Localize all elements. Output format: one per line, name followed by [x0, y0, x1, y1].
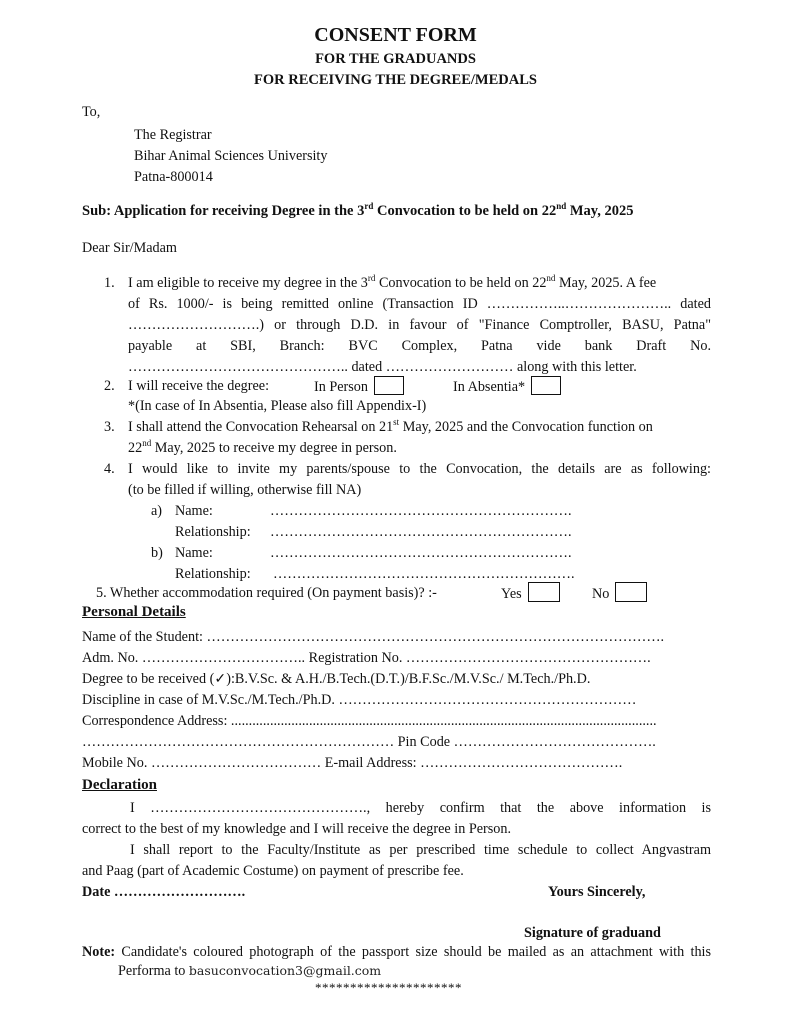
contact-email-link[interactable]: basuconvocation3@gmail.com [188, 963, 382, 978]
declaration-report-text: I shall report to the Faculty/Institute as per prescribed time schedule to collect Angvastram [130, 842, 711, 858]
in-absentia-label: In Absentia* [453, 379, 526, 395]
greeting: Dear Sir/Madam [82, 240, 177, 256]
declaration-line-3 [130, 842, 711, 859]
guest-a-relationship-field[interactable]: ………………………………………………………. [270, 524, 572, 540]
item-3-sup-st: st [393, 417, 400, 427]
form-subtitle-degree: FOR RECEIVING THE DEGREE/MEDALS [254, 72, 537, 88]
stars-divider: ********************* [315, 980, 462, 995]
transaction-date-field[interactable]: ……………………….) or through D.D. in favour of "Finance Comptroller, BASU, Patna" [128, 317, 711, 333]
draft-number-field[interactable]: ……………………………………….. dated ……………………… along with this letter. [128, 359, 637, 375]
note-line-2 [118, 963, 381, 980]
subject-suffix: May, 2025 [566, 203, 634, 219]
accommodation-yes-option[interactable] [501, 582, 560, 603]
discipline-field[interactable]: Discipline in case of M.V.Sc./M.Tech./Ph.D. ……………………………………………………… [82, 692, 637, 708]
item-4-line-1 [128, 461, 711, 478]
guest-a-name-field[interactable]: ………………………………………………………. [270, 503, 572, 519]
subject-middle: Convocation to be held on 22 [373, 203, 557, 219]
personal-details-heading: Personal Details [82, 604, 186, 620]
degree-to-be-received: Degree to be received (✓):B.V.Sc. & A.H./B.Tech.(D.T.)/B.F.Sc./M.V.Sc./ M.Tech./Ph.D. [82, 671, 591, 687]
guest-b-name-field[interactable]: ………………………………………………………. [270, 545, 572, 561]
item-1-sup-nd: nd [546, 273, 556, 283]
item-1-line-2 [128, 296, 711, 313]
item-3-sup-nd: nd [142, 438, 152, 448]
guest-b-relationship-field[interactable]: ………………………………………………………. [273, 566, 575, 582]
student-name-field[interactable]: Name of the Student: ……………………………………………………………………………………. [82, 629, 665, 645]
guest-b-name-label: Name: [175, 545, 213, 561]
accommodation-yes-label: Yes [501, 586, 522, 602]
item-3-text-a: I shall attend the Convocation Rehearsal on 21 [128, 419, 394, 435]
adm-registration-field[interactable]: Adm. No. …………………………….. Registration No. ……………………………………………. [82, 650, 651, 666]
mobile-email-field[interactable]: Mobile No. ……………………………… E-mail Address: ……………………………………. [82, 755, 623, 771]
declaration-line-1 [130, 800, 711, 817]
item-2-number: 2. [104, 378, 115, 394]
in-person-option[interactable] [314, 376, 404, 396]
form-subtitle-graduands: FOR THE GRADUANDS [315, 51, 476, 67]
address-line-city: Patna-800014 [134, 169, 213, 185]
guest-a-label: a) [151, 503, 163, 519]
item-3-text-d: May, 2025 to receive my degree in person. [151, 440, 397, 456]
item-3-text-c: 22 [128, 440, 143, 456]
accommodation-no-checkbox[interactable] [615, 582, 647, 602]
item-4-number: 4. [104, 461, 115, 477]
item-1-text-a: I am eligible to receive my degree in the 3 [128, 275, 368, 291]
item-1-text-b: Convocation to be held on 22 [375, 275, 547, 291]
yours-sincerely: Yours Sincerely, [548, 884, 646, 900]
item-2-note: *(In case of In Absentia, Please also fill Appendix-I) [128, 398, 427, 414]
item-3-line-1 [128, 419, 653, 436]
item-1-payable-text: payable at SBI, Branch: BVC Complex, Patna vide bank Draft No. [128, 338, 711, 354]
guest-b-label: b) [151, 545, 163, 561]
item-2-text: I will receive the degree: [128, 378, 270, 394]
item-1-text-c: May, 2025. A fee [555, 275, 657, 291]
correspondence-address-field[interactable]: Correspondence Address: ........................................................................................................................ [82, 713, 657, 729]
salutation-to: To, [82, 104, 101, 120]
in-absentia-option[interactable] [453, 376, 561, 396]
item-3-text-b: May, 2025 and the Convocation function on [399, 419, 653, 435]
note-text: Candidate's coloured photograph of the passport size should be mailed as an attachment with this [121, 944, 711, 960]
declaration-line-4: and Paag (part of Academic Costume) on payment of prescribe fee. [82, 863, 464, 879]
subject-line [82, 203, 634, 220]
subject-sup-rd: rd [364, 201, 374, 211]
note-performa-text: Performa to [118, 963, 186, 979]
note-label: Note: [82, 944, 116, 960]
signature-of-graduand: Signature of graduand [524, 925, 661, 941]
accommodation-no-option[interactable] [592, 582, 647, 603]
in-person-checkbox[interactable] [374, 376, 404, 395]
subject-sup-nd: nd [556, 201, 567, 211]
guest-b-relationship-label: Relationship: [175, 566, 251, 582]
item-1-line-1 [128, 275, 656, 292]
declaration-name-field[interactable]: I ………………………………………., hereby confirm that the above information is [130, 800, 711, 816]
guest-a-name-label: Name: [175, 503, 213, 519]
declaration-heading: Declaration [82, 777, 157, 793]
guest-a-relationship-label: Relationship: [175, 524, 251, 540]
pin-code-field[interactable]: ………………………………………………………… Pin Code ……………………………………. [82, 734, 656, 750]
date-field[interactable]: Date ………………………. [82, 884, 246, 900]
declaration-line-2: correct to the best of my knowledge and I will receive the degree in Person. [82, 821, 512, 837]
form-title: CONSENT FORM [314, 24, 477, 46]
accommodation-question: 5. Whether accommodation required (On payment basis)? :- [96, 585, 437, 601]
item-4-text: I would like to invite my parents/spouse to the Convocation, the details are as following: [128, 461, 711, 477]
item-3-line-2 [128, 440, 397, 457]
item-1-line-3 [128, 317, 711, 334]
accommodation-no-label: No [592, 586, 610, 602]
item-1-line-4 [128, 338, 711, 355]
subject-prefix: Sub: Application for receiving Degree in the 3 [82, 203, 365, 219]
note-line-1 [82, 944, 711, 961]
item-1-number: 1. [104, 275, 115, 291]
address-line-registrar: The Registrar [134, 127, 212, 143]
in-person-label: In Person [314, 379, 368, 395]
transaction-id-field[interactable]: of Rs. 1000/- is being remitted online (Transaction ID ……………..………………….. dated [128, 296, 711, 312]
accommodation-yes-checkbox[interactable] [528, 582, 560, 602]
item-4-line-2: (to be filled if willing, otherwise fill NA) [128, 482, 362, 498]
in-absentia-checkbox[interactable] [531, 376, 561, 395]
item-3-number: 3. [104, 419, 115, 435]
address-line-university: Bihar Animal Sciences University [134, 148, 328, 164]
item-1-sup-rd: rd [367, 273, 376, 283]
